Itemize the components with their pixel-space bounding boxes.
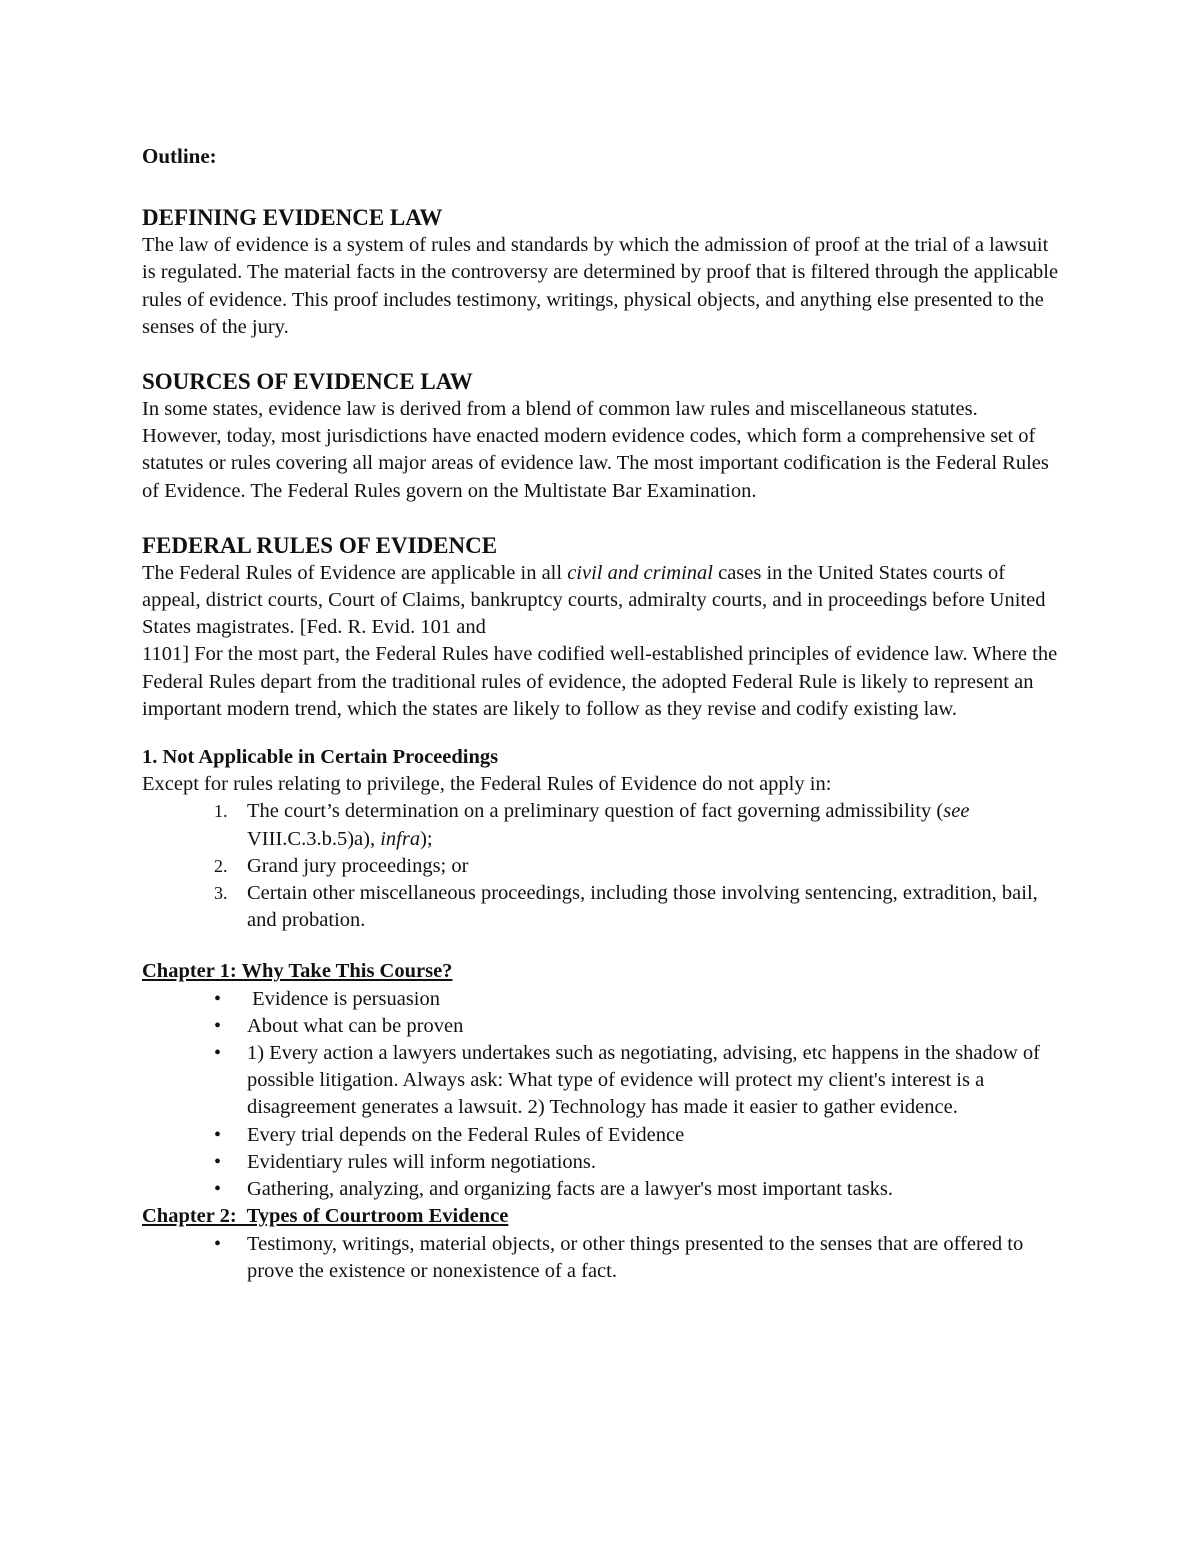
list-item-text: Every trial depends on the Federal Rules of Evidence: [247, 1123, 685, 1146]
federal-heading: FEDERAL RULES OF EVIDENCE: [142, 532, 498, 558]
bullet-icon: •: [214, 1178, 222, 1201]
list-item-text: 1) Every action a lawyers undertakes such as negotiating, advising, etc happens in the shadow of possible litigation. Always ask: What type of evidence will protect my client's interest is a disagreement generates a lawsuit. 2) Technology has made it easier to gather evidence.: [247, 1042, 1041, 1119]
chapter2-list: [142, 1231, 1062, 1285]
list-item: [142, 798, 1062, 852]
list-item-text: );: [420, 827, 433, 850]
list-item-text: Certain other miscellaneous proceedings, including those involving sentencing, extradition, bail, and probation.: [247, 882, 1038, 932]
sources-body: In some states, evidence law is derived from a blend of common law rules and miscellaneous statutes. However, today, most jurisdictions have enacted modern evidence codes, which form a comprehensive set of statutes or rules covering all major areas of evidence law. The most important codification is the Federal Rules of Evidence. The Federal Rules govern on the Multistate Bar Examination.: [142, 398, 1049, 502]
list-item: [142, 1176, 1062, 1203]
list-item-text: VIII.C.3.b.5)a),: [247, 827, 381, 850]
bullet-icon: •: [214, 987, 222, 1010]
list-number: 2.: [214, 855, 228, 876]
not-applicable-heading: 1. Not Applicable in Certain Proceedings: [142, 746, 499, 769]
list-item-text: Evidentiary rules will inform negotiations.: [247, 1150, 597, 1173]
list-item-text: Gathering, analyzing, and organizing facts are a lawyer's most important tasks.: [247, 1178, 894, 1201]
document-page: [142, 143, 1062, 1285]
federal-body-continued: 1101] For the most part, the Federal Rules have codified well-established principles of evidence law. Where the Federal Rules depart from the traditional rules of evidence, the adopted Federal Rule is likely to represent an important modern trend, which the states are likely to follow as they revise and codify existing law.: [142, 643, 1058, 720]
list-item-text: Testimony, writings, material objects, or other things presented to the senses that are offered to prove the existence or nonexistence of a fact.: [247, 1232, 1024, 1282]
list-item: [142, 1231, 1062, 1285]
list-item: [142, 1149, 1062, 1176]
chapter1-heading: Chapter 1: Why Take This Course?: [142, 960, 453, 983]
bullet-icon: •: [214, 1150, 222, 1173]
federal-body: [142, 560, 1062, 642]
federal-body-pre: The Federal Rules of Evidence are applicable in all: [142, 561, 568, 584]
outline-title: Outline:: [142, 144, 217, 168]
list-item: [142, 853, 1062, 880]
bullet-icon: •: [214, 1042, 222, 1065]
list-number: 3.: [214, 883, 228, 904]
not-applicable-intro: Except for rules relating to privilege, the Federal Rules of Evidence do not apply in:: [142, 773, 832, 796]
federal-body-italic: civil and criminal: [567, 561, 713, 584]
defining-heading: DEFINING EVIDENCE LAW: [142, 205, 443, 231]
bullet-icon: •: [214, 1232, 222, 1255]
bullet-icon: •: [214, 1014, 222, 1037]
infra-italic: infra: [380, 827, 421, 850]
list-item: [142, 1122, 1062, 1149]
list-item-text: Evidence is persuasion: [247, 987, 440, 1010]
list-item: [142, 986, 1062, 1013]
see-italic: see: [943, 800, 970, 823]
list-number: 1.: [214, 801, 228, 822]
sources-heading: SOURCES OF EVIDENCE LAW: [142, 369, 473, 395]
list-item-text: Grand jury proceedings; or: [247, 854, 469, 877]
list-item: [142, 1040, 1062, 1122]
chapter2-heading: Chapter 2: Types of Courtroom Evidence: [142, 1205, 509, 1228]
bullet-icon: •: [214, 1123, 222, 1146]
chapter1-list: [142, 986, 1062, 1204]
list-item: [142, 880, 1062, 934]
list-item-text: The court’s determination on a preliminary question of fact governing admissibility (: [247, 800, 944, 823]
defining-body: The law of evidence is a system of rules and standards by which the admission of proof at the trial of a lawsuit is regulated. The material facts in the controversy are determined by proof that is filtered through the applicable rules of evidence. This proof includes testimony, writings, physical objects, and anything else presented to the senses of the jury.: [142, 234, 1059, 338]
list-item-text: About what can be proven: [247, 1014, 464, 1037]
list-item: [142, 1013, 1062, 1040]
federal-body-mid: cases in the United States courts of appeal, district courts, Court of Claims, bankruptcy courts, admiralty courts, and in proceedings before United States magistrates. [Fed. R. Evid. 101 and: [142, 561, 1046, 639]
not-applicable-list: [142, 798, 1062, 934]
